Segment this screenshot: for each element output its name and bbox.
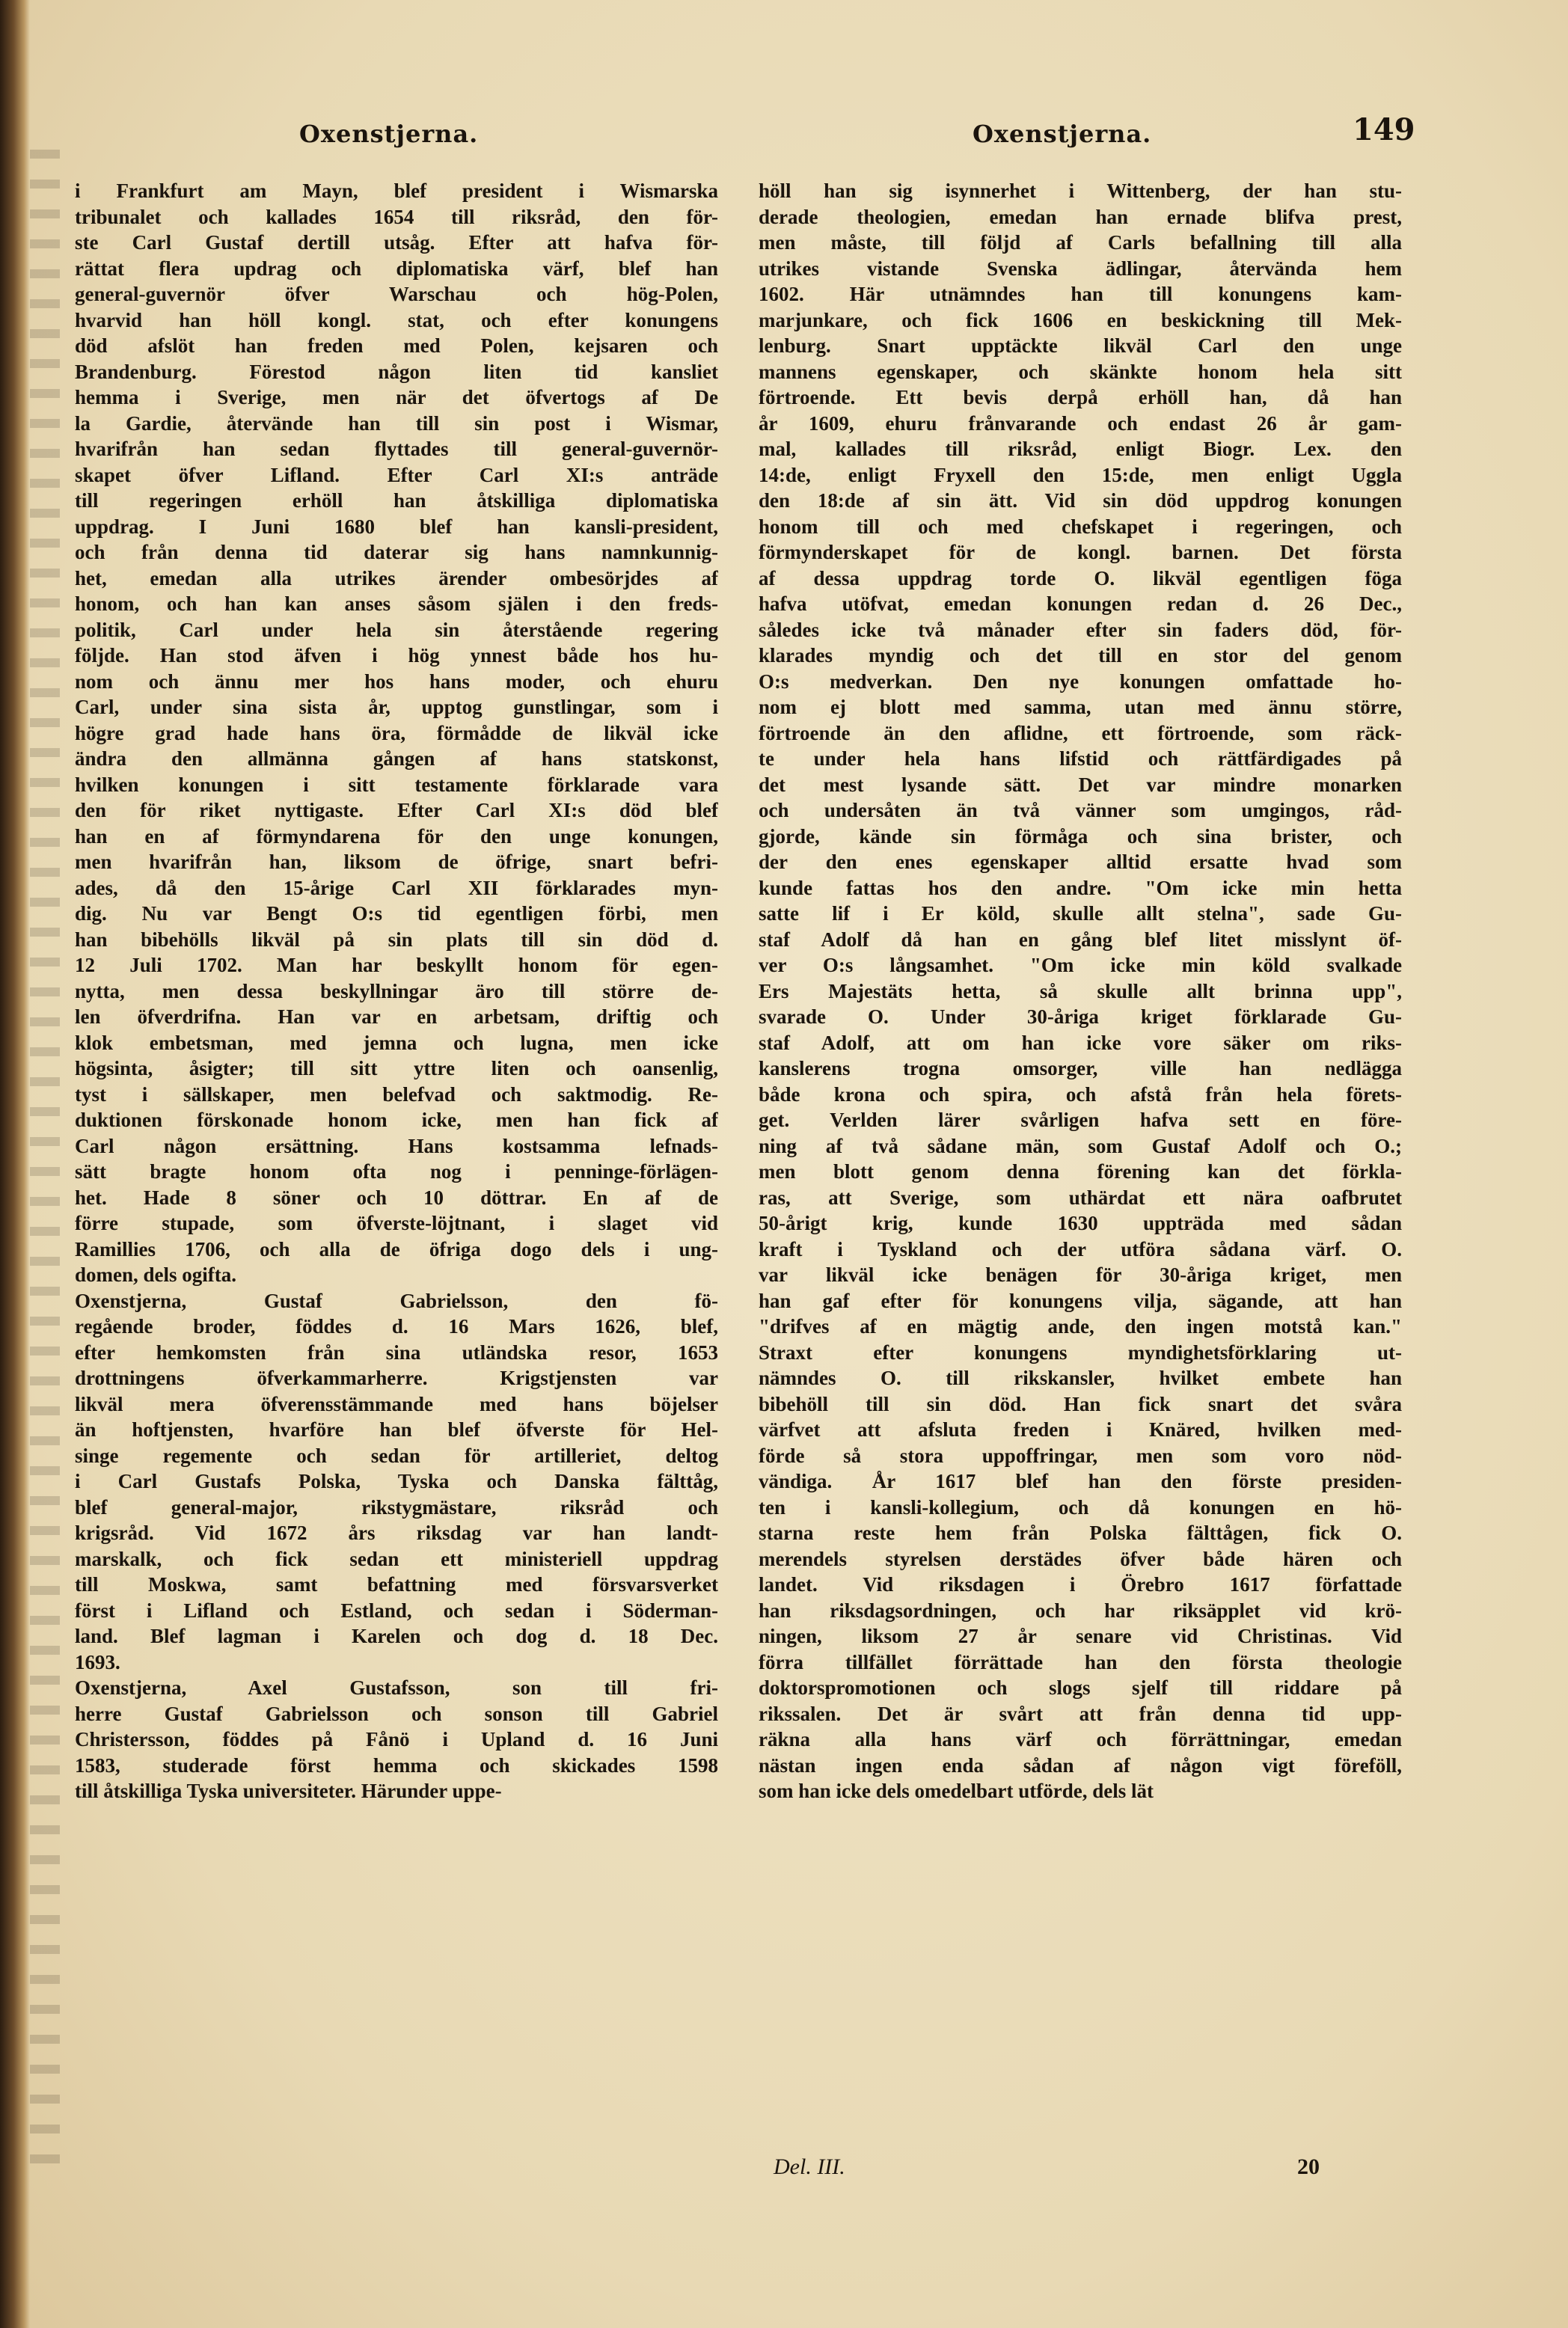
text-line: marjunkare, och fick 1606 en beskickning till Mek-: [759, 308, 1402, 331]
text-line: förmynderskapet för de kongl. barnen. Det första: [759, 541, 1402, 563]
text-line: af dessa uppdrag torde O. likväl egentligen föga: [759, 566, 1402, 589]
text-line: Brandenburg. Förestod någon liten tid kansliet: [75, 360, 718, 383]
text-line: den 18:de af sin ätt. Vid sin död uppdrog konungen: [759, 489, 1402, 512]
text-line: hafva utöfvat, emedan konungen redan d. 26 Dec.,: [759, 592, 1402, 615]
text-line: svarade O. Under 30-åriga kriget förklarade Gu-: [759, 1005, 1402, 1028]
text-line: värfvet att afsluta freden i Knäred, hvilken med-: [759, 1418, 1402, 1441]
book-binding: [0, 0, 30, 2328]
text-line: lenburg. Snart upptäckte likväl Carl den unge: [759, 334, 1402, 357]
text-line: ning af två sådane män, som Gustaf Adolf och O.;: [759, 1134, 1402, 1157]
text-line: klok embetsman, med jemna och lugna, men icke: [75, 1031, 718, 1054]
text-line: förra tillfället förrättade han den första theologie: [759, 1650, 1402, 1673]
text-line: kanslerens trogna omsorger, ville han nedlägga: [759, 1057, 1402, 1079]
text-line: sätt bragte honom ofta nog i penninge-förlägen-: [75, 1160, 718, 1183]
text-line: der den enes egenskaper alltid ersatte hvad som: [759, 851, 1402, 873]
text-line: rikssalen. Det är svårt att från denna tid upp-: [759, 1702, 1402, 1725]
text-line: gjorde, kände sin förmåga och sina brister, och: [759, 824, 1402, 848]
text-line: förre stupade, som öfverste-löjtnant, i slaget vid: [75, 1212, 718, 1234]
text-line: både krona och spira, och afstå från hela förets-: [759, 1082, 1402, 1106]
text-line: hemma i Sverige, men när det öfvertogs af De: [75, 386, 718, 408]
text-line: förtroende. Ett bevis derpå erhöll han, då han: [759, 386, 1402, 408]
text-line: 1583, studerade först hemma och skickades 1598: [75, 1753, 718, 1777]
text-line: till Moskwa, samt befattning med försvarsverket: [75, 1573, 718, 1596]
text-line: 50-årigt krig, kunde 1630 uppträda med sådan: [759, 1212, 1402, 1234]
text-line: len öfverdrifna. Han var en arbetsam, driftig och: [75, 1005, 718, 1028]
text-line: krigsråd. Vid 1672 års riksdag var han landt-: [75, 1522, 718, 1544]
text-line: blef general-major, rikstygmästare, riksråd och: [75, 1495, 718, 1519]
text-line: honom till och med chefskapet i regeringen, och: [759, 515, 1402, 538]
text-line: Ramillies 1706, och alla de öfriga dogo dels i ung-: [75, 1237, 718, 1261]
text-line: bibehöll till sin död. Han fick snart det svåra: [759, 1392, 1402, 1415]
text-line: hvilken konungen i sitt testamente förklarade vara: [75, 773, 718, 796]
text-line: nästan ingen enda sådan af någon vigt föreföll,: [759, 1753, 1402, 1777]
text-line: singe regemente och sedan för artilleriet, deltog: [75, 1444, 718, 1467]
text-line: duktionen förskonade honom icke, men han fick af: [75, 1109, 718, 1131]
text-line: staf Adolf då han en gång blef litet misslynt öf-: [759, 928, 1402, 951]
text-line: ras, att Sverige, som uthärdat ett nära oafbrutet: [759, 1186, 1402, 1209]
text-line: således icke två månader efter sin faders död, för-: [759, 618, 1402, 641]
text-line: han gaf efter för konungens vilja, sägande, att han: [759, 1289, 1402, 1312]
text-line: och från denna tid daterar sig hans namnkunnig-: [75, 541, 718, 563]
text-line: Carl, under sina sista år, upptog gunstlingar, som i: [75, 696, 718, 718]
sheet-number: 20: [1297, 2154, 1320, 2179]
text-line: dig. Nu var Bengt O:s tid egentligen förbi, men: [75, 902, 718, 925]
text-line: efter hemkomsten från sina utländska resor, 1653: [75, 1341, 718, 1364]
text-line: högsinta, åsigter; till sitt yttre liten och oansenlig,: [75, 1057, 718, 1079]
text-line: O:s medverkan. Den nye konungen omfattade ho-: [759, 670, 1402, 693]
text-line: derade theologien, emedan han ernade blifva prest,: [759, 205, 1402, 228]
text-line: ades, då den 15-årige Carl XII förklarades myn-: [75, 876, 718, 899]
text-line: det mest lysande sätt. Det var mindre monarken: [759, 773, 1402, 796]
text-line: nom ej blott med samma, utan med ännu större,: [759, 696, 1402, 718]
text-line: uppdrag. I Juni 1680 blef han kansli-president,: [75, 515, 718, 538]
text-line: get. Verlden lärer svårligen hafva sett en före-: [759, 1109, 1402, 1131]
text-line: som han icke dels omedelbart utförde, dels lät: [759, 1780, 1154, 1802]
text-line: utrikes vistande Svenska ädlingar, återvända hem: [759, 257, 1402, 280]
text-line: Carl någon ersättning. Hans kostsamma lefnads-: [75, 1134, 718, 1157]
text-line: mannens egenskaper, och skänkte honom hela sitt: [759, 360, 1402, 383]
text-line: men måste, till följd af Carls befallning till alla: [759, 231, 1402, 254]
text-line: tribunalet och kallades 1654 till riksråd, den för-: [75, 205, 718, 228]
text-line: år 1609, ehuru frånvarande och endast 26 år gam-: [759, 411, 1402, 435]
text-line: Straxt efter konungens myndighetsförklaring ut-: [759, 1341, 1402, 1364]
text-line: rättat flera updrag och diplomatiska värf, blef han: [75, 257, 718, 280]
text-line: i Carl Gustafs Polska, Tyska och Danska fälttåg,: [75, 1470, 718, 1492]
text-line: drottningens öfverkammarherre. Krigstjensten var: [75, 1367, 718, 1389]
text-line: hvarifrån han sedan flyttades till general-guvernör-: [75, 438, 718, 460]
text-line: ändra den allmänna gången af hans statskonst,: [75, 747, 718, 770]
text-line: Oxenstjerna, Gustaf Gabrielsson, den fö-: [75, 1289, 718, 1312]
text-line: politik, Carl under hela sin återstående regering: [75, 618, 718, 641]
right-text-column: [759, 178, 1402, 1804]
text-line: marskalk, och fick sedan ett ministeriell uppdrag: [75, 1547, 718, 1570]
text-line: landet. Vid riksdagen i Örebro 1617 författade: [759, 1573, 1402, 1596]
text-line: ste Carl Gustaf dertill utsåg. Efter att hafva för-: [75, 231, 718, 254]
text-line: regående broder, föddes d. 16 Mars 1626, blef,: [75, 1315, 718, 1338]
text-line: men hvarifrån han, liksom de öfrige, snart befri-: [75, 851, 718, 873]
text-line: ten i kansli-kollegium, och då konungen en hö-: [759, 1495, 1402, 1519]
text-line: het. Hade 8 söner och 10 döttrar. En af de: [75, 1186, 718, 1209]
text-line: likväl mera öfverensstämmande med hans böjelser: [75, 1392, 718, 1415]
text-line: följde. Han stod äfven i hög ynnest både hos hu-: [75, 644, 718, 667]
text-line: ningen, liksom 27 år senare vid Christinas. Vid: [759, 1625, 1402, 1647]
text-line: först i Lifland och Estland, och sedan i Söderman-: [75, 1599, 718, 1622]
text-line: klarades myndig och det till en stor del genom: [759, 644, 1402, 667]
text-line: skapet öfver Lifland. Efter Carl XI:s anträde: [75, 463, 718, 486]
text-line: kraft i Tyskland och der utföra sådana värf. O.: [759, 1237, 1402, 1261]
text-line: herre Gustaf Gabrielsson och sonson till Gabriel: [75, 1702, 718, 1725]
text-line: 14:de, enligt Fryxell den 15:de, men enligt Uggla: [759, 463, 1402, 486]
running-head-left: Oxenstjerna.: [299, 120, 479, 148]
text-line: Ers Majestäts hetta, så skulle allt brinna upp",: [759, 979, 1402, 1002]
text-line: högre grad hade hans öra, förmådde de likväl icke: [75, 721, 718, 744]
text-line: te under hela hans lifstid och rättfärdigades på: [759, 747, 1402, 770]
text-line: 12 Juli 1702. Man har beskyllt honom för egen-: [75, 954, 718, 976]
text-line: i Frankfurt am Mayn, blef president i Wismarska: [75, 180, 718, 202]
text-line: Oxenstjerna, Axel Gustafsson, son till fri-: [75, 1676, 718, 1699]
binding-shadow: [30, 150, 60, 2169]
text-line: var likväl icke benägen för 30-åriga kriget, men: [759, 1263, 1402, 1286]
text-line: staf Adolf, att om han icke vore säker om riks-: [759, 1031, 1402, 1054]
text-line: honom, och han kan anses såsom själen i den freds-: [75, 592, 718, 615]
text-line: nytta, men dessa beskyllningar äro till större de-: [75, 979, 718, 1002]
text-line: och undersåten än två vänner som umgingos, råd-: [759, 799, 1402, 821]
text-line: han en af förmyndarena för den unge konungen,: [75, 824, 718, 848]
signature-mark: Del. III.: [774, 2154, 845, 2179]
text-line: den för riket nyttigaste. Efter Carl XI:s död blef: [75, 799, 718, 821]
text-line: död afslöt han freden med Polen, kejsaren och: [75, 334, 718, 357]
text-line: land. Blef lagman i Karelen och dog d. 18 Dec.: [75, 1625, 718, 1647]
text-line: kunde fattas hos den andre. "Om icke min hetta: [759, 876, 1402, 899]
text-line: vändiga. År 1617 blef han den förste presiden-: [759, 1470, 1402, 1492]
text-line: höll han sig isynnerhet i Wittenberg, der han stu-: [759, 180, 1402, 202]
text-line: nämndes O. till rikskansler, hvilket embete han: [759, 1367, 1402, 1389]
page-number: 149: [1353, 112, 1415, 147]
text-line: "drifves af en mägtig ande, den ingen motstå kan.": [759, 1315, 1402, 1338]
text-line: än hoftjensten, hvarföre han blef öfverste för Hel-: [75, 1418, 718, 1441]
text-line: men blott genom denna förening kan det förkla-: [759, 1160, 1402, 1183]
text-line: hvarvid han höll kongl. stat, och efter konungens: [75, 308, 718, 331]
text-line: starna reste hem från Polska fälttågen, fick O.: [759, 1522, 1402, 1544]
text-line: 1693.: [75, 1650, 120, 1673]
text-line: förde så stora uppoffringar, men som voro nöd-: [759, 1444, 1402, 1467]
text-line: het, emedan alla utrikes ärender ombesörjdes af: [75, 566, 718, 589]
text-line: domen, dels ogifta.: [75, 1263, 236, 1286]
text-line: la Gardie, återvände han till sin post i Wismar,: [75, 411, 718, 435]
text-line: mal, kallades till riksråd, enligt Biogr. Lex. den: [759, 438, 1402, 460]
text-line: nom och ännu mer hos hans moder, och ehuru: [75, 670, 718, 693]
text-line: satte lif i Er köld, skulle allt stelna", sade Gu-: [759, 902, 1402, 925]
text-line: till åtskilliga Tyska universiteter. Härunder uppe-: [75, 1780, 502, 1802]
text-line: ver O:s långsamhet. "Om icke min köld svalkade: [759, 954, 1402, 976]
left-text-column: [75, 178, 718, 1804]
running-head-right: Oxenstjerna.: [973, 120, 1152, 148]
text-line: räkna alla hans värf och förrättningar, emedan: [759, 1728, 1402, 1750]
text-line: 1602. Här utnämndes han till konungens kam-: [759, 283, 1402, 305]
text-line: han riksdagsordningen, och har riksäpplet vid krö-: [759, 1599, 1402, 1622]
text-line: tyst i sällskaper, men belefvad och saktmodig. Re-: [75, 1082, 718, 1106]
text-line: merendels styrelsen derstädes öfver både hären och: [759, 1547, 1402, 1570]
text-line: han bibehölls likväl på sin plats till sin död d.: [75, 928, 718, 951]
text-line: förtroende än den aflidne, ett förtroende, som räck-: [759, 721, 1402, 744]
text-line: doktorspromotionen och slogs sjelf till riddare på: [759, 1676, 1402, 1699]
text-line: general-guvernör öfver Warschau och hög-Polen,: [75, 283, 718, 305]
text-line: Christersson, föddes på Fånö i Upland d. 16 Juni: [75, 1728, 718, 1750]
text-line: till regeringen erhöll han åtskilliga diplomatiska: [75, 489, 718, 512]
